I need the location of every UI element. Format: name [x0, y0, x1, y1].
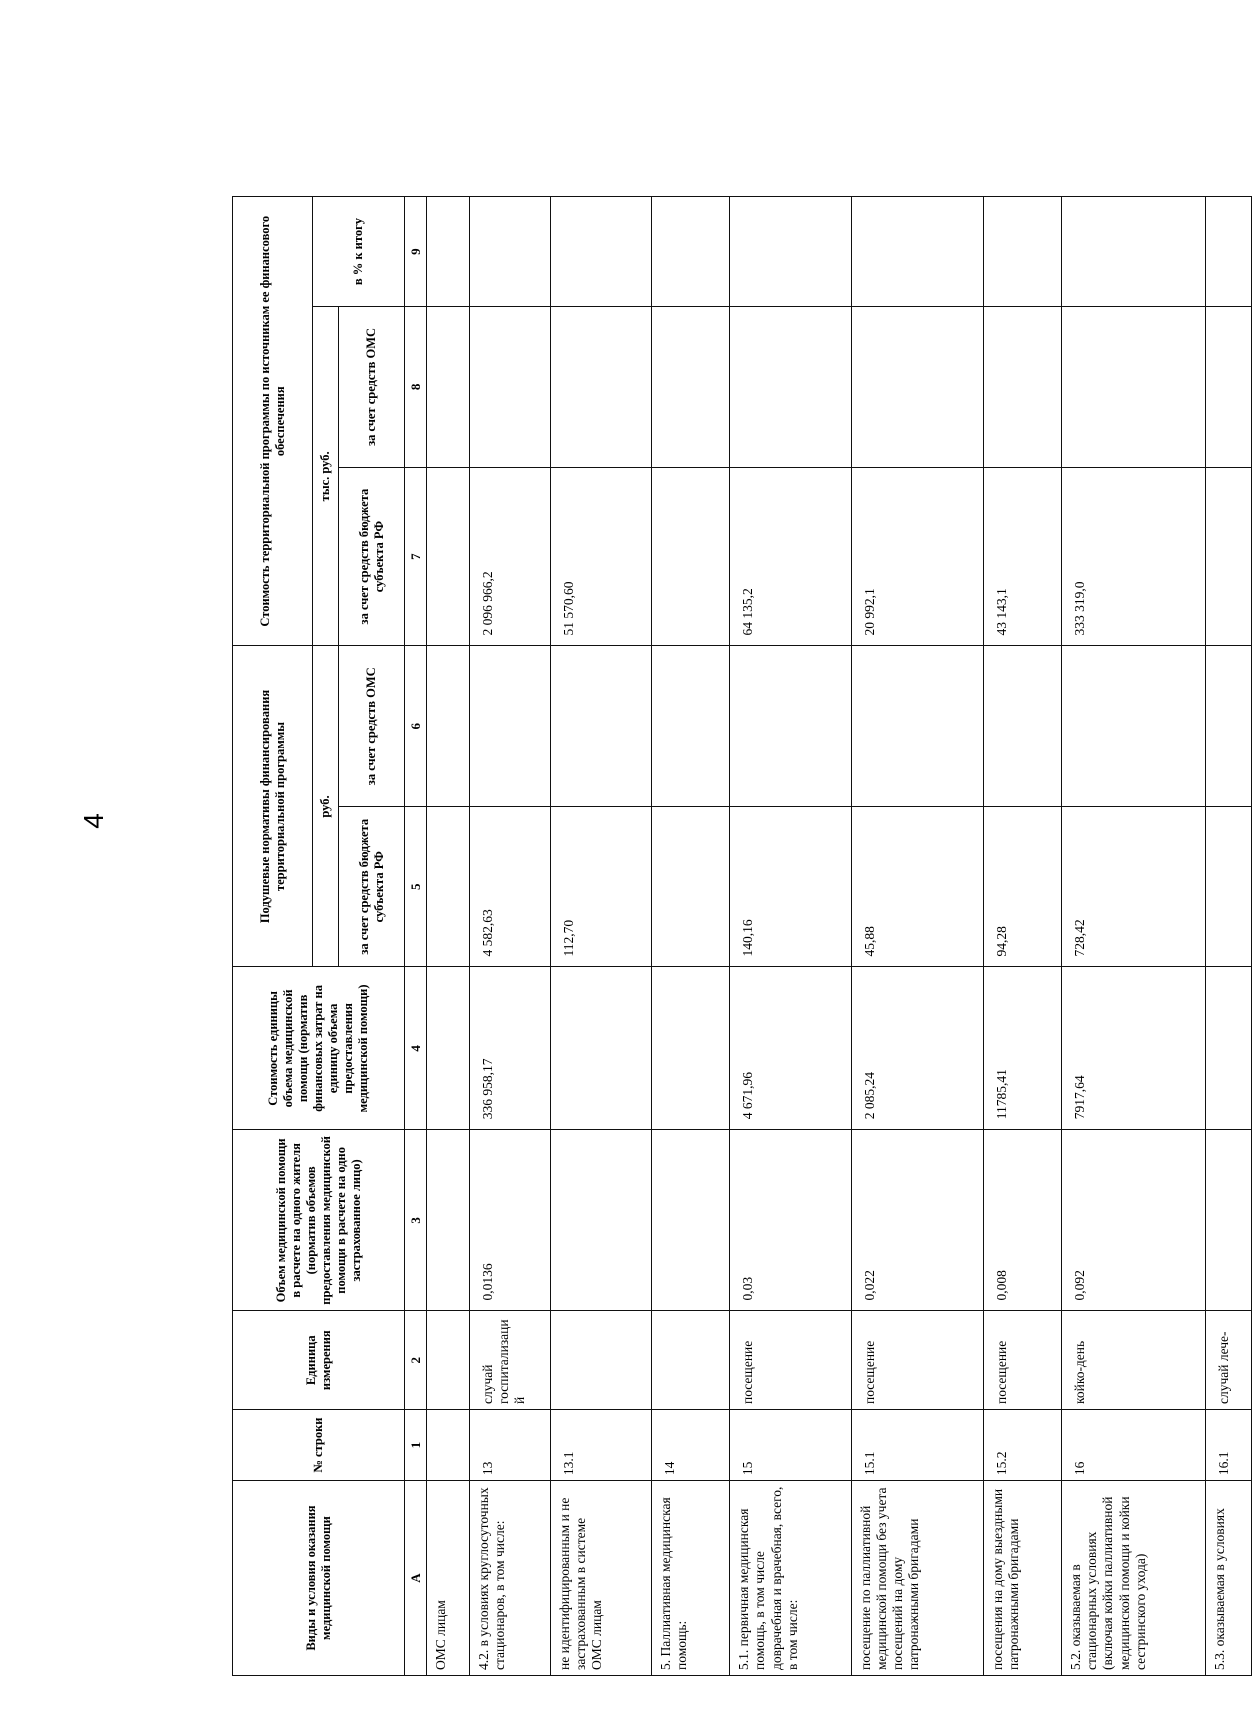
page-number: 4: [77, 813, 109, 829]
header-cost-unit: тыс. руб.: [313, 307, 339, 646]
column-number: 2: [405, 1311, 427, 1410]
row-cost-oms: [651, 307, 730, 468]
row-line: 13: [470, 1410, 550, 1481]
row-cost-budget: [1206, 467, 1252, 646]
header-per-capita-group: Подушевые нормативы финансирования территориальной программы: [233, 646, 313, 967]
column-number: 1: [405, 1410, 427, 1481]
row-cost-oms: [550, 307, 651, 468]
row-volume: [651, 1130, 730, 1311]
row-unit: случай госпитализаций: [470, 1311, 550, 1410]
column-number: А: [405, 1481, 427, 1676]
row-percent: [470, 197, 550, 307]
header-per-capita-unit: руб.: [313, 646, 339, 967]
row-line: 15.2: [983, 1410, 1062, 1481]
row-name: не идентифицированным и не застрахованным в системе ОМС лицам: [550, 1481, 651, 1676]
row-unit: койко-день: [1062, 1311, 1206, 1410]
table-row: [427, 197, 470, 1676]
row-name: посещение по паллиативной медицинской помощи без учета посещений на дому патронажными бригадами: [851, 1481, 983, 1676]
table-row: [730, 197, 852, 1676]
row-pc-budget: [651, 807, 730, 968]
row-volume: [1206, 1130, 1252, 1311]
row-cost-budget: 20 992,1: [851, 467, 983, 646]
row-percent: [550, 197, 651, 307]
header-pc-oms: за счет средств ОМС: [339, 646, 405, 807]
row-cost-oms: [1206, 307, 1252, 468]
row-unit: посещение: [730, 1311, 852, 1410]
header-unit: Единица измерения: [233, 1311, 405, 1410]
row-unit-cost: 4 671,96: [730, 967, 852, 1130]
row-line: 16.1: [1206, 1410, 1252, 1481]
rotated-table-sheet: [232, 196, 1252, 1676]
row-cost-budget: [427, 467, 470, 646]
row-pc-oms: [851, 646, 983, 807]
row-pc-oms: [427, 646, 470, 807]
row-pc-budget: 728,42: [1062, 807, 1206, 968]
row-volume: [427, 1130, 470, 1311]
header-cost-budget: за счет средств бюджета субъекта РФ: [339, 467, 405, 646]
column-number: 3: [405, 1130, 427, 1311]
row-unit: [651, 1311, 730, 1410]
row-pc-oms: [550, 646, 651, 807]
row-volume: 0,022: [851, 1130, 983, 1311]
row-percent: [730, 197, 852, 307]
row-line: 15: [730, 1410, 852, 1481]
table-row: [651, 197, 730, 1676]
row-percent: [983, 197, 1062, 307]
row-pc-budget: [1206, 807, 1252, 968]
row-cost-budget: 333 319,0: [1062, 467, 1206, 646]
column-number: 5: [405, 807, 427, 968]
header-line-number: № строки: [233, 1410, 405, 1481]
table-row: [1062, 197, 1206, 1676]
header-cost-group: Стоимость территориальной программы по источникам ее финансового обеспечения: [233, 197, 313, 647]
row-volume: 0,0136: [470, 1130, 550, 1311]
row-cost-budget: 64 135,2: [730, 467, 852, 646]
row-cost-budget: [651, 467, 730, 646]
row-line: [427, 1410, 470, 1481]
row-volume: 0,03: [730, 1130, 852, 1311]
row-unit-cost: [550, 967, 651, 1130]
column-number: 6: [405, 646, 427, 807]
row-unit: [550, 1311, 651, 1410]
row-unit-cost: [651, 967, 730, 1130]
row-unit-cost: [427, 967, 470, 1130]
row-pc-budget: 45,88: [851, 807, 983, 968]
column-number: 8: [405, 307, 427, 468]
row-pc-budget: 4 582,63: [470, 807, 550, 968]
header-percent: в % к итогу: [313, 197, 405, 307]
row-unit: [427, 1311, 470, 1410]
header-kind: Виды и условия оказания медицинской помощи: [233, 1481, 405, 1676]
row-name: 4.2. в условиях круглосуточных стационаров, в том числе:: [470, 1481, 550, 1676]
row-percent: [651, 197, 730, 307]
row-pc-oms: [470, 646, 550, 807]
row-cost-oms: [730, 307, 852, 468]
row-name: 5.3. оказываемая в условиях: [1206, 1481, 1252, 1676]
column-number: 4: [405, 967, 427, 1130]
table-row: [550, 197, 651, 1676]
row-cost-oms: [851, 307, 983, 468]
row-pc-oms: [983, 646, 1062, 807]
row-name: посещения на дому выездными патронажными бригадами: [983, 1481, 1062, 1676]
row-percent: [1206, 197, 1252, 307]
financing-table: [232, 196, 1252, 1676]
row-unit-cost: 7917,64: [1062, 967, 1206, 1130]
row-cost-oms: [470, 307, 550, 468]
table-row: [470, 197, 550, 1676]
row-volume: 0,008: [983, 1130, 1062, 1311]
column-number: 9: [405, 197, 427, 307]
header-cost-oms: за счет средств ОМС: [339, 307, 405, 468]
row-unit: посещение: [983, 1311, 1062, 1410]
row-pc-budget: 112,70: [550, 807, 651, 968]
header-volume: Объем медицинской помощи в расчете на одного жителя (норматив объемов предоставления медицинской помощи в расчете на одно застрахованное лицо): [233, 1130, 405, 1311]
row-line: 15.1: [851, 1410, 983, 1481]
row-pc-oms: [1062, 646, 1206, 807]
row-volume: 0,092: [1062, 1130, 1206, 1311]
row-unit-cost: 2 085,24: [851, 967, 983, 1130]
row-cost-oms: [983, 307, 1062, 468]
header-pc-budget: за счет средств бюджета субъекта РФ: [339, 807, 405, 968]
row-percent: [427, 197, 470, 307]
row-name: ОМС лицам: [427, 1481, 470, 1676]
row-line: 16: [1062, 1410, 1206, 1481]
row-name: 5.1. первичная медицинская помощь, в том числе доврачебная и врачебная, всего, в том числе:: [730, 1481, 852, 1676]
row-unit-cost: [1206, 967, 1252, 1130]
row-percent: [1062, 197, 1206, 307]
row-unit-cost: 336 958,17: [470, 967, 550, 1130]
row-pc-budget: [427, 807, 470, 968]
row-line: 13.1: [550, 1410, 651, 1481]
column-number: 7: [405, 467, 427, 646]
table-row: [851, 197, 983, 1676]
row-pc-budget: 94,28: [983, 807, 1062, 968]
row-cost-oms: [427, 307, 470, 468]
row-cost-budget: 51 570,60: [550, 467, 651, 646]
row-cost-budget: 2 096 966,2: [470, 467, 550, 646]
row-cost-oms: [1062, 307, 1206, 468]
row-pc-oms: [651, 646, 730, 807]
row-unit: случай лече-: [1206, 1311, 1252, 1410]
row-volume: [550, 1130, 651, 1311]
row-name: 5. Паллиативная медицинская помощь:: [651, 1481, 730, 1676]
table-row: [1206, 197, 1252, 1676]
row-pc-budget: 140,16: [730, 807, 852, 968]
row-pc-oms: [730, 646, 852, 807]
row-cost-budget: 43 143,1: [983, 467, 1062, 646]
row-name: 5.2. оказываемая в стационарных условиях (включая койки паллиативной медицинской помощи и койки сестринского ухода): [1062, 1481, 1206, 1676]
row-percent: [851, 197, 983, 307]
row-unit: посещение: [851, 1311, 983, 1410]
table-row: [983, 197, 1062, 1676]
row-pc-oms: [1206, 646, 1252, 807]
row-line: 14: [651, 1410, 730, 1481]
header-unit-cost: Стоимость единицы объема медицинской помощи (норматив финансовых затрат на единицу объема предоставления медицинской помощи): [233, 967, 405, 1130]
row-unit-cost: 11785,41: [983, 967, 1062, 1130]
